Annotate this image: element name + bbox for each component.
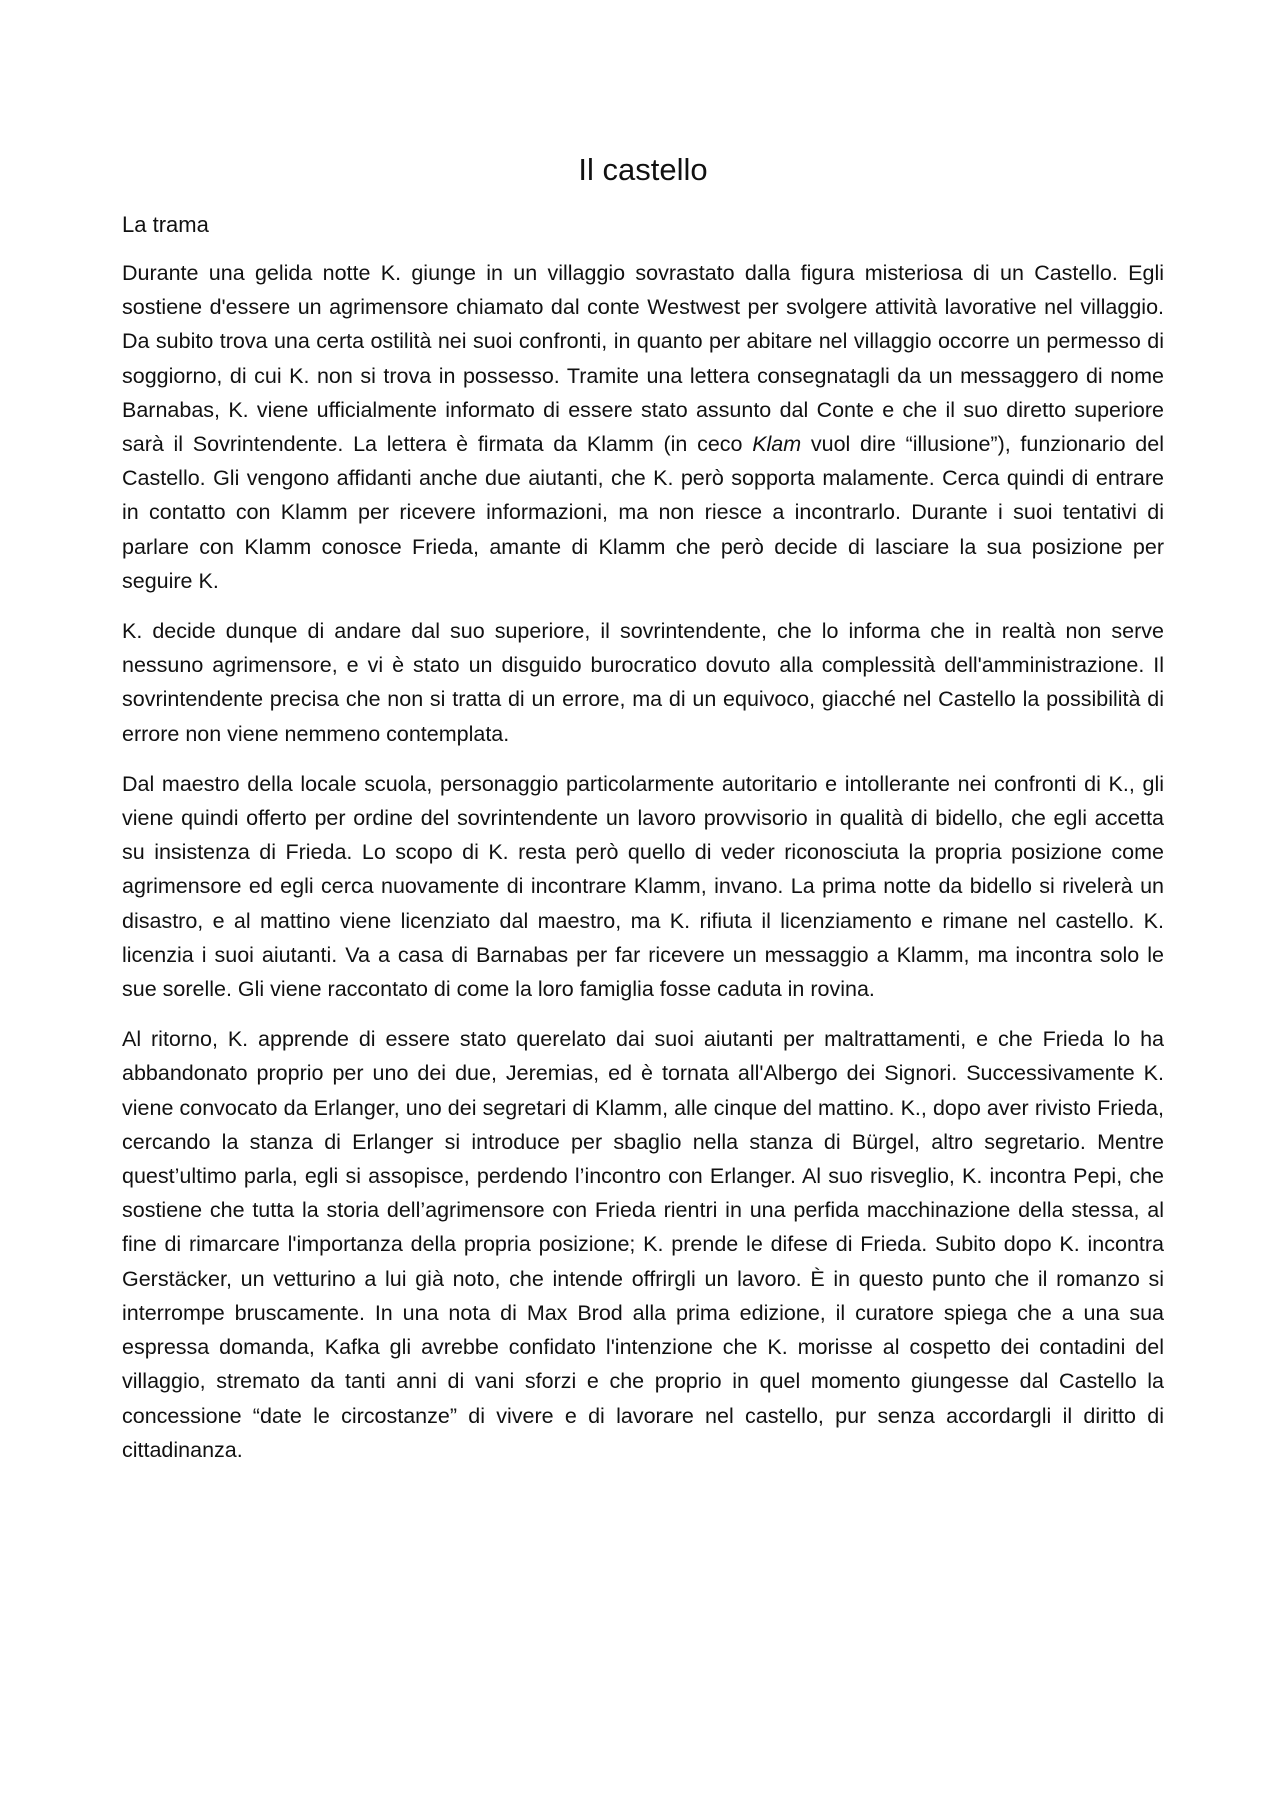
section-heading: La trama (122, 212, 209, 237)
paragraph-text: vuol dire “illusione”), funzionario del Castello. Gli vengono affidanti anche due aiutanti, che K. però sopporta malamente. Cerca quindi di entrare in contatto con Klamm per ricevere informazioni, ma non riesce a incontrarlo. Durante i suoi tentativi di parlare con Klamm conosce Frieda, amante di Klamm che però decide di lasciare la sua posizione per seguire K. (122, 432, 1164, 593)
paragraph-text: Al ritorno, K. apprende di essere stato querelato dai suoi aiutanti per maltrattamenti, e che Frieda lo ha abbandonato proprio per uno dei due, Jeremias, ed è tornata all'Albergo dei Signori. Successivamente K. viene convocato da Erlanger, uno dei segretari di Klamm, alle cinque del mattino. K., dopo aver rivisto Frieda, cercando la stanza di Erlanger si introduce per sbaglio nella stanza di Bürgel, altro segretario. Mentre quest’ultimo parla, egli si assopisce, perdendo l’incontro con Erlanger. Al suo risveglio, K. incontra Pepi, che sostiene che tutta la storia dell’agrimensore con Frieda rientri in una perfida macchinazione della stessa, al fine di rimarcare l'importanza della propria posizione; K. prende le difese di Frieda. Subito dopo K. incontra Gerstäcker, un vetturino a lui già noto, che intende offrirgli un lavoro. È in questo punto che il romanzo si interrompe bruscamente. In una nota di Max Brod alla prima edizione, il curatore spiega che a una sua espressa domanda, Kafka gli avrebbe confidato l'intenzione che K. morisse al cospetto dei contadini del villaggio, stremato da tanti anni di vani sforzi e che proprio in quel momento giungesse dal Castello la concessione “date le circostanze” di vivere e di lavorare nel castello, pur senza accordargli il diritto di cittadinanza. (122, 1027, 1164, 1462)
paragraph-text-italic: Klam (752, 432, 802, 457)
paragraph-1 (122, 256, 1164, 598)
paragraph-text: Durante una gelida notte K. giunge in un villaggio sovrastato dalla figura misteriosa di un Castello. Egli sostiene d'essere un agrimensore chiamato dal conte Westwest per svolgere attività lavorative nel villaggio. Da subito trova una certa ostilità nei suoi confronti, in quanto per abitare nel villaggio occorre un permesso di soggiorno, di cui K. non si trova in possesso. Tramite una lettera consegnatagli da un messaggero di nome Barnabas, K. viene ufficialmente informato di essere stato assunto dal Conte e che il suo diretto superiore sarà il Sovrintendente. La lettera è firmata da Klamm (in ceco (122, 261, 1164, 457)
page-title: Il castello (578, 152, 708, 187)
paragraph-2 (122, 614, 1164, 751)
paragraph-text: Dal maestro della locale scuola, personaggio particolarmente autoritario e intollerante nei confronti di K., gli viene quindi offerto per ordine del sovrintendente un lavoro provvisorio in qualità di bidello, che egli accetta su insistenza di Frieda. Lo scopo di K. resta però quello di veder riconosciuta la propria posizione come agrimensore ed egli cerca nuovamente di incontrare Klamm, invano. La prima notte da bidello si rivelerà un disastro, e al mattino viene licenziato dal maestro, ma K. rifiuta il licenziamento e rimane nel castello. K. licenzia i suoi aiutanti. Va a casa di Barnabas per far ricevere un messaggio a Klamm, ma incontra solo le sue sorelle. Gli viene raccontato di come la loro famiglia fosse caduta in rovina. (122, 771, 1164, 1002)
paragraph-text: K. decide dunque di andare dal suo superiore, il sovrintendente, che lo informa che in realtà non serve nessuno agrimensore, e vi è stato un disguido burocratico dovuto alla complessità dell'amministrazione. Il sovrintendente precisa che non si tratta di un errore, ma di un equivoco, giacché nel Castello la possibilità di errore non viene nemmeno contemplata. (122, 619, 1164, 746)
paragraph-3 (122, 767, 1164, 1006)
paragraph-4 (122, 1022, 1164, 1467)
document-page (122, 150, 1164, 1483)
